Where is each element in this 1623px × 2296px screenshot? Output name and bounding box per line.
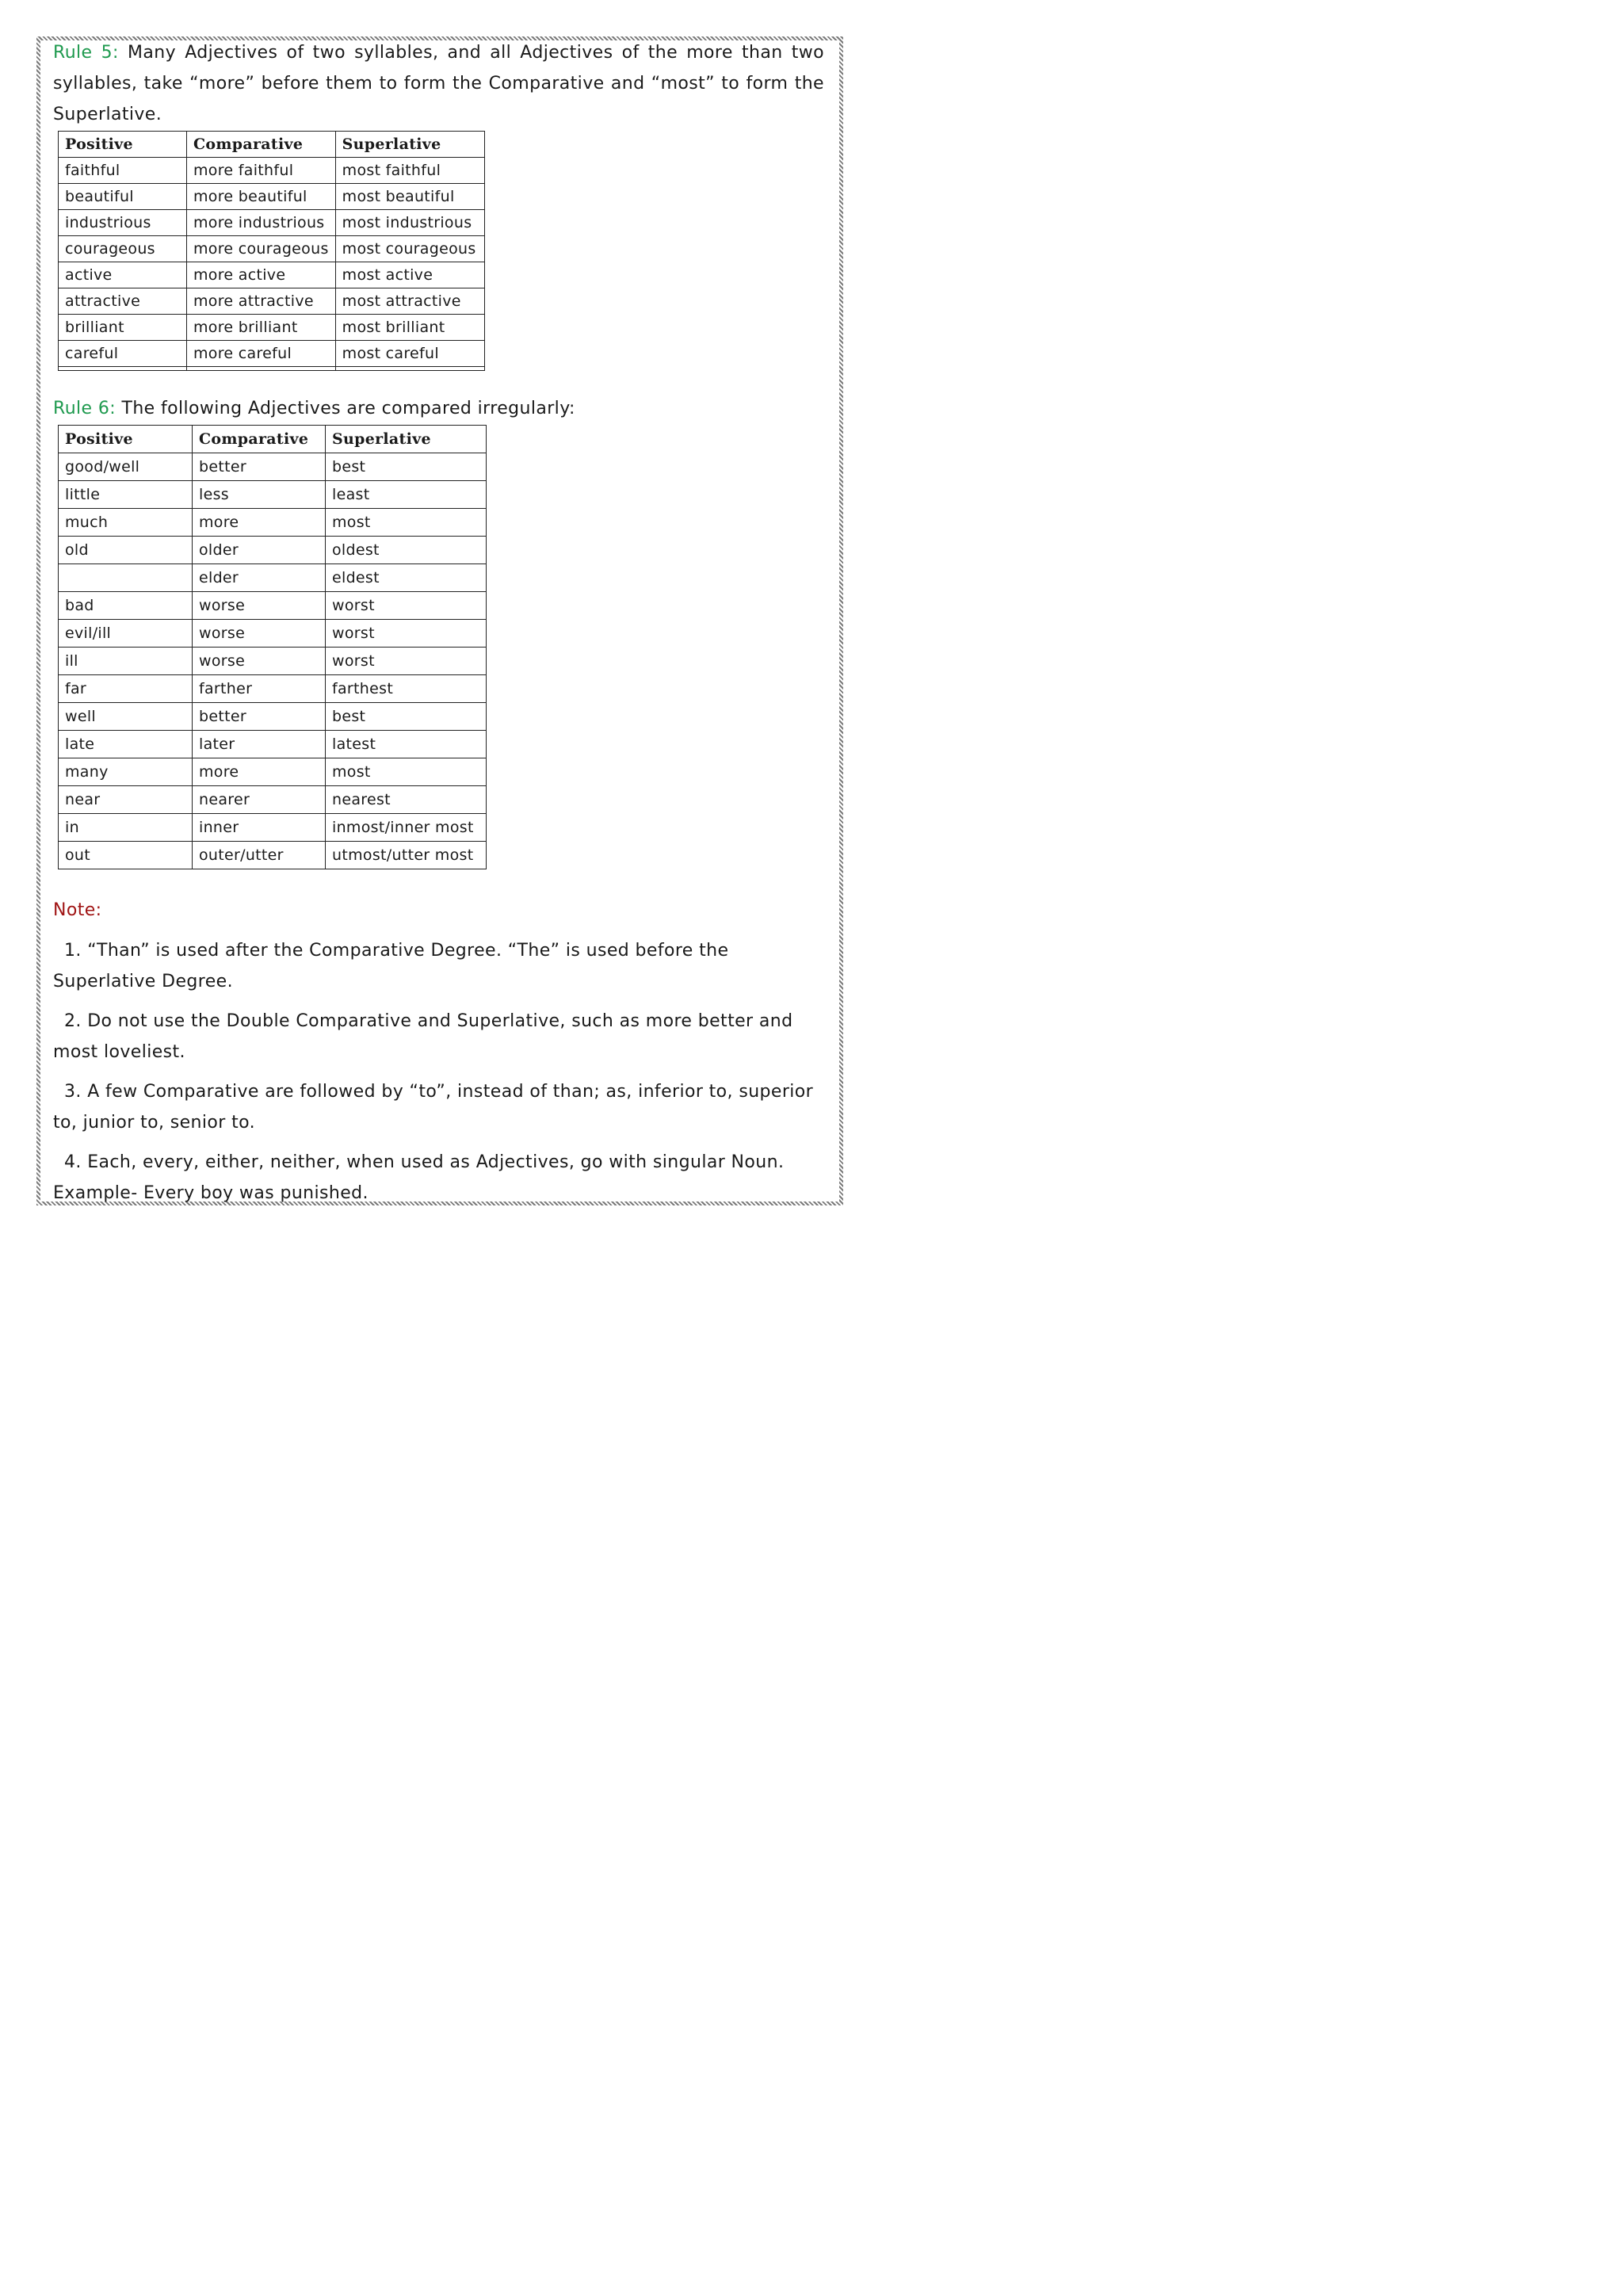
table-row bbox=[59, 509, 487, 537]
rule-5-paragraph bbox=[53, 37, 824, 130]
superlative-cell: utmost/utter most bbox=[326, 842, 487, 869]
superlative-cell: nearest bbox=[326, 786, 487, 814]
rule-6-label: Rule 6: bbox=[53, 399, 116, 418]
column-header-positive: Positive bbox=[59, 426, 193, 453]
table-row-cut-off bbox=[59, 367, 485, 371]
positive-cell: little bbox=[59, 481, 193, 509]
note-label: Note: bbox=[53, 900, 102, 920]
comparative-cell: more brilliant bbox=[187, 315, 336, 341]
superlative-cell: most industrious bbox=[335, 210, 484, 236]
comparative-cell: more active bbox=[187, 262, 336, 288]
column-header-superlative: Superlative bbox=[335, 132, 484, 158]
note-item-4 bbox=[53, 1147, 824, 1209]
superlative-cell: most active bbox=[335, 262, 484, 288]
superlative-cell: most brilliant bbox=[335, 315, 484, 341]
regular-comparison-table bbox=[58, 131, 485, 371]
positive-cell: attractive bbox=[59, 288, 187, 315]
superlative-cell: oldest bbox=[326, 537, 487, 564]
superlative-cell: most careful bbox=[335, 341, 484, 367]
column-header-superlative: Superlative bbox=[326, 426, 487, 453]
superlative-cell: most attractive bbox=[335, 288, 484, 315]
rule-6-text: The following Adjectives are compared irregularly: bbox=[116, 399, 575, 418]
note-number: 4. bbox=[64, 1152, 82, 1172]
comparative-cell: worse bbox=[193, 592, 326, 620]
superlative-cell: least bbox=[326, 481, 487, 509]
note-item-2 bbox=[53, 1006, 824, 1068]
rule-6-paragraph bbox=[53, 393, 824, 424]
comparative-cell: more courageous bbox=[187, 236, 336, 262]
note-number: 3. bbox=[64, 1082, 82, 1102]
comparative-cell: worse bbox=[193, 648, 326, 675]
table-row bbox=[59, 842, 487, 869]
comparative-cell: more attractive bbox=[187, 288, 336, 315]
comparative-cell: more beautiful bbox=[187, 184, 336, 210]
table-row bbox=[59, 731, 487, 758]
table-row bbox=[59, 786, 487, 814]
table-row bbox=[59, 620, 487, 648]
superlative-cell: best bbox=[326, 703, 487, 731]
table-row bbox=[59, 592, 487, 620]
positive-cell: old bbox=[59, 537, 193, 564]
rule-5-text: Many Adjectives of two syllables, and all Adjectives of the more than two syllables, take “more” before them to form the Comparative and “most” to form the Superlative. bbox=[53, 43, 824, 124]
superlative-cell: farthest bbox=[326, 675, 487, 703]
table-row bbox=[59, 758, 487, 786]
positive-cell: evil/ill bbox=[59, 620, 193, 648]
comparative-cell: more bbox=[193, 758, 326, 786]
table-row bbox=[59, 481, 487, 509]
table-row bbox=[59, 648, 487, 675]
positive-cell: courageous bbox=[59, 236, 187, 262]
superlative-cell: most beautiful bbox=[335, 184, 484, 210]
column-header-comparative: Comparative bbox=[187, 132, 336, 158]
table-row bbox=[59, 158, 485, 184]
superlative-cell: most faithful bbox=[335, 158, 484, 184]
table-row bbox=[59, 537, 487, 564]
column-header-comparative: Comparative bbox=[193, 426, 326, 453]
comparative-cell: inner bbox=[193, 814, 326, 842]
positive-cell: active bbox=[59, 262, 187, 288]
positive-cell: brilliant bbox=[59, 315, 187, 341]
positive-cell: industrious bbox=[59, 210, 187, 236]
table-row bbox=[59, 453, 487, 481]
comparative-cell: more careful bbox=[187, 341, 336, 367]
table-row bbox=[59, 315, 485, 341]
note-text: Do not use the Double Comparative and Superlative, such as more better and most loveliest. bbox=[53, 1011, 793, 1062]
positive-cell: late bbox=[59, 731, 193, 758]
note-number: 1. bbox=[64, 941, 82, 961]
positive-cell: many bbox=[59, 758, 193, 786]
comparative-cell: better bbox=[193, 703, 326, 731]
positive-cell: in bbox=[59, 814, 193, 842]
table-header-row bbox=[59, 426, 487, 453]
positive-cell: careful bbox=[59, 341, 187, 367]
superlative-cell: worst bbox=[326, 648, 487, 675]
positive-cell: beautiful bbox=[59, 184, 187, 210]
superlative-cell: worst bbox=[326, 592, 487, 620]
comparative-cell: worse bbox=[193, 620, 326, 648]
note-text: “Than” is used after the Comparative Degree. “The” is used before the Superlative Degree. bbox=[53, 941, 729, 991]
comparative-cell: more industrious bbox=[187, 210, 336, 236]
table-row bbox=[59, 288, 485, 315]
positive-cell: faithful bbox=[59, 158, 187, 184]
positive-cell: near bbox=[59, 786, 193, 814]
table-row bbox=[59, 236, 485, 262]
rule-5-label: Rule 5: bbox=[53, 43, 119, 63]
table-row bbox=[59, 564, 487, 592]
table-row bbox=[59, 262, 485, 288]
note-item-1 bbox=[53, 935, 824, 997]
positive-cell: much bbox=[59, 509, 193, 537]
irregular-comparison-table bbox=[58, 425, 487, 869]
note-text: Each, every, either, neither, when used as Adjectives, go with singular Noun. Example- Every boy was punished. bbox=[53, 1152, 785, 1203]
note-number: 2. bbox=[64, 1011, 82, 1031]
positive-cell: ill bbox=[59, 648, 193, 675]
table-row bbox=[59, 210, 485, 236]
comparative-cell: elder bbox=[193, 564, 326, 592]
comparative-cell: later bbox=[193, 731, 326, 758]
positive-cell: bad bbox=[59, 592, 193, 620]
table-row bbox=[59, 703, 487, 731]
note-item-3 bbox=[53, 1076, 824, 1138]
comparative-cell: less bbox=[193, 481, 326, 509]
comparative-cell: older bbox=[193, 537, 326, 564]
superlative-cell: worst bbox=[326, 620, 487, 648]
table-row bbox=[59, 184, 485, 210]
note-text: A few Comparative are followed by “to”, instead of than; as, inferior to, superior to, junior to, senior to. bbox=[53, 1082, 814, 1133]
table-row bbox=[59, 675, 487, 703]
superlative-cell: most courageous bbox=[335, 236, 484, 262]
superlative-cell: most bbox=[326, 758, 487, 786]
comparative-cell: farther bbox=[193, 675, 326, 703]
document-content bbox=[53, 37, 824, 1209]
comparative-cell: more bbox=[193, 509, 326, 537]
positive-cell: good/well bbox=[59, 453, 193, 481]
column-header-positive: Positive bbox=[59, 132, 187, 158]
table-row bbox=[59, 341, 485, 367]
superlative-cell: most bbox=[326, 509, 487, 537]
positive-cell bbox=[59, 564, 193, 592]
superlative-cell: eldest bbox=[326, 564, 487, 592]
superlative-cell: latest bbox=[326, 731, 487, 758]
superlative-cell: best bbox=[326, 453, 487, 481]
comparative-cell: nearer bbox=[193, 786, 326, 814]
positive-cell: well bbox=[59, 703, 193, 731]
comparative-cell: more faithful bbox=[187, 158, 336, 184]
comparative-cell: better bbox=[193, 453, 326, 481]
table-header-row bbox=[59, 132, 485, 158]
positive-cell: out bbox=[59, 842, 193, 869]
table-row bbox=[59, 814, 487, 842]
comparative-cell: outer/utter bbox=[193, 842, 326, 869]
superlative-cell: inmost/inner most bbox=[326, 814, 487, 842]
positive-cell: far bbox=[59, 675, 193, 703]
